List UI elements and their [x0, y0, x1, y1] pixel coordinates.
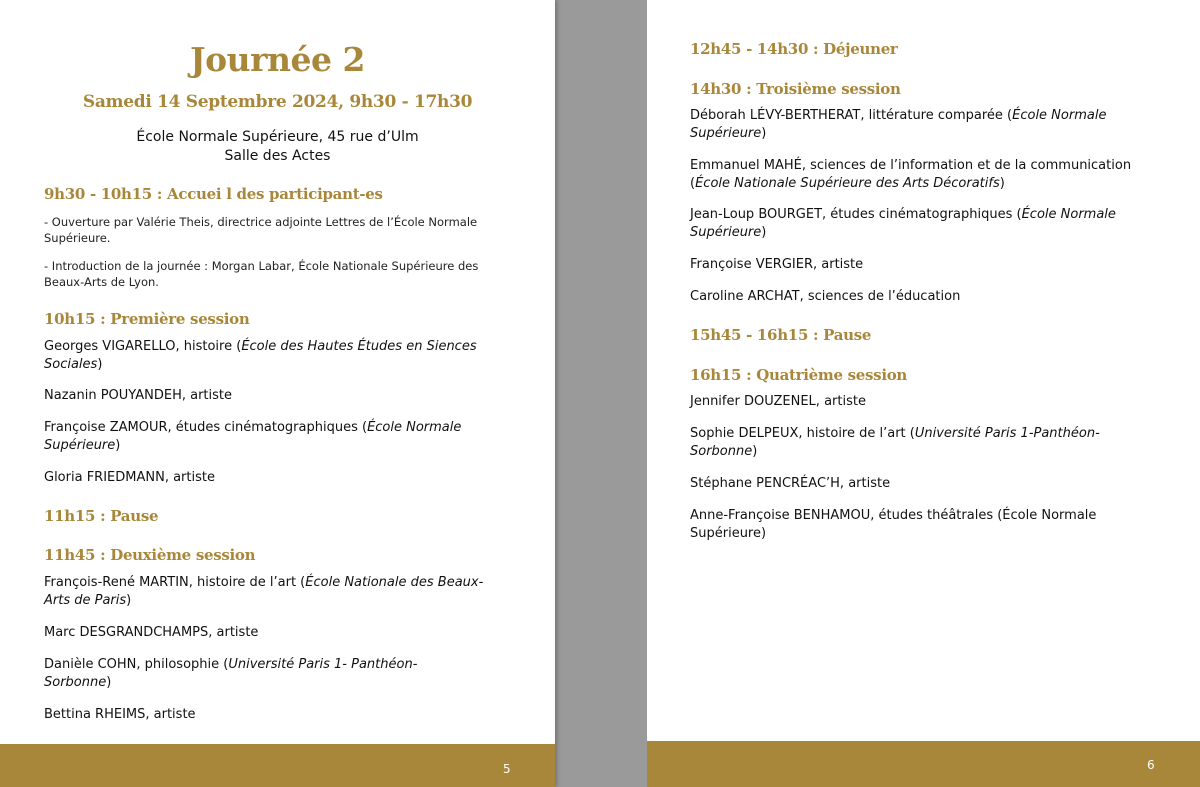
- institution: École Normale: [367, 420, 462, 435]
- speaker-entry: [44, 656, 524, 692]
- speaker-name: Anne-Françoise BENHAMOU, études théâtrales (École Normale: [690, 508, 1097, 523]
- speaker-entry: [44, 419, 524, 455]
- speaker-entry: [690, 507, 1180, 543]
- venue-room: Salle des Actes: [224, 148, 331, 164]
- speaker-name: Georges VIGARELLO, histoire (: [44, 339, 242, 354]
- speaker-entry: Caroline ARCHAT, sciences de l’éducation: [690, 289, 961, 304]
- speaker-name: François-René MARTIN, histoire de l’art (: [44, 575, 306, 590]
- speaker-name: Emmanuel MAHÉ, sciences de l’information et de la communication: [690, 158, 1132, 173]
- institution: Supérieure): [690, 526, 767, 541]
- speaker-entry: Bettina RHEIMS, artiste: [44, 707, 196, 722]
- paren: ): [761, 126, 767, 141]
- speaker-name: Françoise ZAMOUR, études cinématographiques (: [44, 420, 368, 435]
- footer-band: [0, 744, 555, 787]
- section-heading-premiere-session: 10h15 : Première session: [44, 310, 250, 328]
- paren: ): [106, 675, 112, 690]
- speaker-entry: [690, 425, 1180, 461]
- institution: École Normale: [1012, 108, 1107, 123]
- paren: ): [752, 444, 758, 459]
- page-number: 5: [503, 762, 511, 776]
- paren: ): [115, 438, 121, 453]
- section-heading-pause: 11h15 : Pause: [44, 507, 159, 525]
- speaker-entry: [44, 574, 524, 610]
- institution: École des Hautes Études en Siences: [241, 339, 477, 354]
- speaker-entry: Jennifer DOUZENEL, artiste: [690, 394, 866, 409]
- institution: Arts de Paris: [44, 593, 127, 608]
- institution: Université Paris 1- Panthéon-: [228, 657, 418, 672]
- speaker-entry: [690, 206, 1180, 242]
- institution: Université Paris 1-Panthéon-: [914, 426, 1100, 441]
- institution: École Nationale Supérieure des Arts Décoratifs: [695, 176, 1000, 191]
- speaker-entry: Françoise VERGIER, artiste: [690, 257, 864, 272]
- document-page-5: [0, 0, 555, 787]
- text-line: - Ouverture par Valérie Theis, directrice adjointe Lettres de l’École Normale: [44, 215, 478, 229]
- institution: École Normale: [1021, 207, 1116, 222]
- speaker-entry: Gloria FRIEDMANN, artiste: [44, 470, 215, 485]
- speaker-entry: Marc DESGRANDCHAMPS, artiste: [44, 625, 259, 640]
- text-line: Beaux-Arts de Lyon.: [44, 275, 159, 289]
- institution: École Nationale des Beaux-: [305, 575, 484, 590]
- document-page-6: [647, 0, 1200, 787]
- speaker-entry: [44, 338, 524, 374]
- speaker-entry: Nazanin POUYANDEH, artiste: [44, 388, 232, 403]
- speaker-entry: Stéphane PENCRÉAC’H, artiste: [690, 476, 891, 491]
- section-heading-pause: 15h45 - 16h15 : Pause: [690, 326, 872, 344]
- paren: ): [97, 357, 103, 372]
- institution: Sociales: [44, 357, 98, 372]
- section-heading-dejeuner: 12h45 - 14h30 : Déjeuner: [690, 40, 898, 58]
- page-number: 6: [1147, 758, 1155, 772]
- paren: (: [690, 176, 696, 191]
- paren: ): [126, 593, 132, 608]
- text-line: - Introduction de la journée : Morgan Labar, École Nationale Supérieure des: [44, 259, 479, 273]
- institution: Supérieure: [690, 225, 762, 240]
- institution: Supérieure: [690, 126, 762, 141]
- section-heading-troisieme-session: 14h30 : Troisième session: [690, 80, 901, 98]
- speaker-name: Danièle COHN, philosophie (: [44, 657, 229, 672]
- section-heading-quatrieme-session: 16h15 : Quatrième session: [690, 366, 908, 384]
- list-item: [44, 258, 514, 290]
- section-heading-deuxieme-session: 11h45 : Deuxième session: [44, 546, 256, 564]
- venue-address: École Normale Supérieure, 45 rue d’Ulm: [136, 129, 419, 145]
- section-heading-accueil: 9h30 - 10h15 : Accuei l des participant-es: [44, 185, 383, 203]
- speaker-entry: [690, 157, 1180, 193]
- speaker-name: Jean-Loup BOURGET, études cinématographiques (: [690, 207, 1022, 222]
- page-title: Journée 2: [190, 40, 365, 79]
- paren: ): [761, 225, 767, 240]
- institution: Sorbonne: [44, 675, 107, 690]
- institution: Sorbonne: [690, 444, 753, 459]
- paren: ): [999, 176, 1005, 191]
- list-item: [44, 214, 514, 246]
- date-subtitle: Samedi 14 Septembre 2024, 9h30 - 17h30: [82, 92, 473, 112]
- speaker-name: Sophie DELPEUX, histoire de l’art (: [690, 426, 915, 441]
- speaker-entry: [690, 107, 1180, 143]
- institution: Supérieure: [44, 438, 116, 453]
- speaker-name: Déborah LÉVY-BERTHERAT, littérature comparée (: [690, 108, 1013, 123]
- venue: [0, 128, 555, 166]
- text-line: Supérieure.: [44, 231, 111, 245]
- footer-band: [647, 741, 1200, 787]
